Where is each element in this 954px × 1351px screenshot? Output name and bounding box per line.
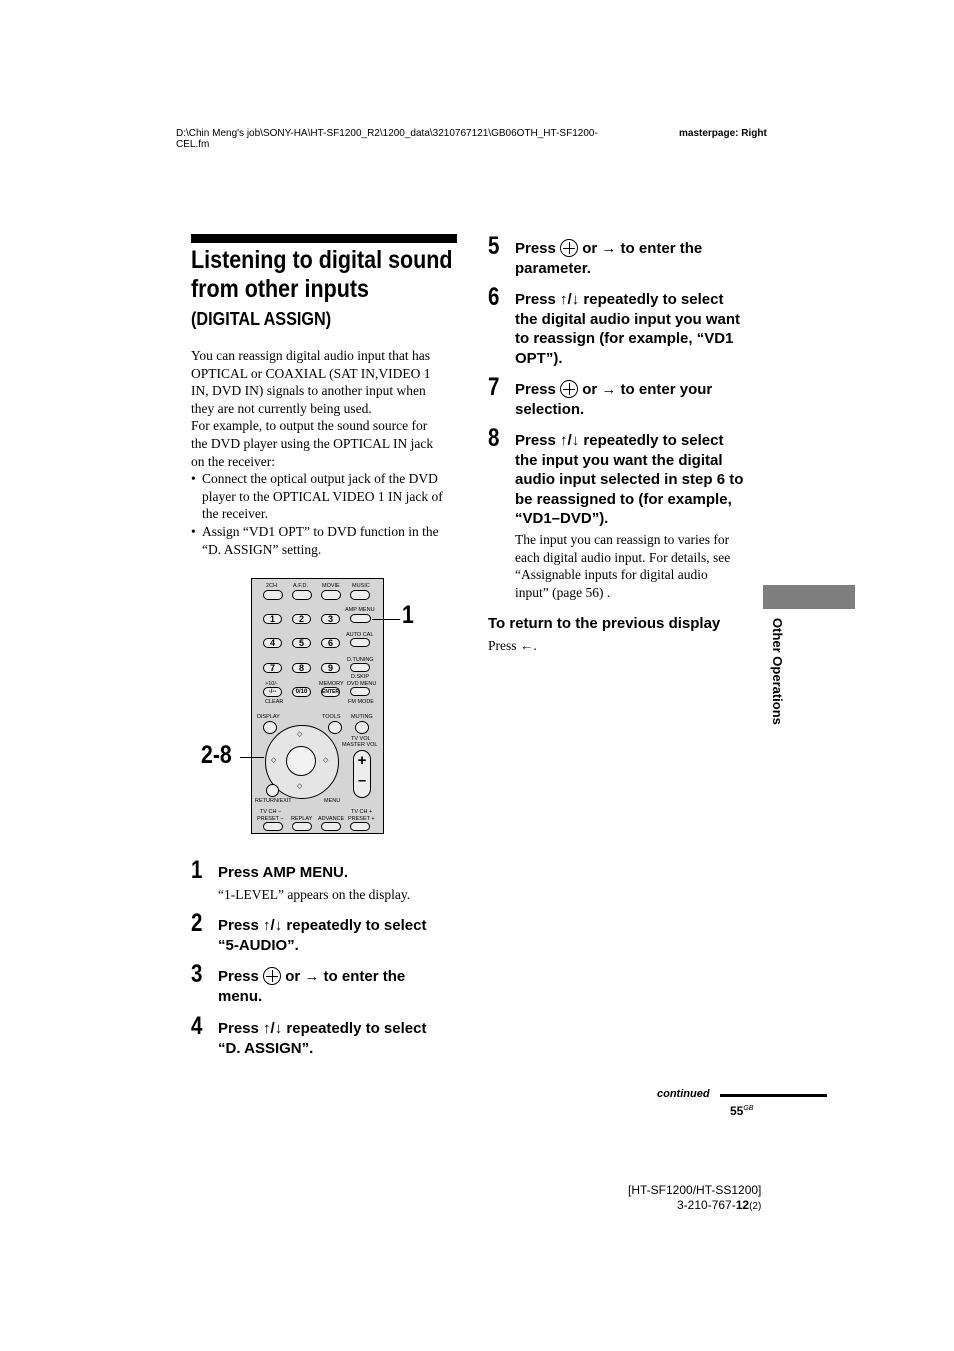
label-muting: MUTING: [351, 714, 373, 720]
step-3-number: 3: [191, 960, 203, 988]
step-3-text-d: menu.: [218, 987, 263, 1005]
doc-code-b: 12: [735, 1198, 750, 1212]
step-2-number: 2: [191, 909, 203, 937]
step-5-text-d: parameter.: [515, 259, 591, 277]
label-memory: MEMORY: [319, 681, 344, 687]
key-3: 3: [321, 614, 340, 624]
title-line1: Listening to digital sound: [191, 246, 453, 274]
step-3-text-b: or: [281, 968, 305, 985]
step-2-text-c: “5-AUDIO”.: [218, 936, 299, 954]
step-3-text-a: Press: [218, 968, 264, 985]
step-1-text: Press AMP MENU.: [218, 864, 349, 881]
label-advance: ADVANCE: [318, 816, 345, 822]
step-5-number: 5: [488, 232, 500, 260]
label-dtuning: D.TUNING: [347, 657, 374, 663]
step-1-sub: “1-LEVEL” appears on the display.: [218, 887, 411, 902]
step-7-number: 7: [488, 373, 500, 401]
key-8: 8: [292, 663, 311, 673]
step-2-text-a: Press: [218, 917, 264, 934]
callout-line-2: [240, 757, 264, 758]
enter-icon: [560, 239, 578, 257]
step-6-text: [515, 290, 760, 368]
up-down-arrows-icon: ↑/↓: [560, 291, 580, 308]
label-music: MUSIC: [352, 583, 370, 589]
step-7-text-d: selection.: [515, 400, 585, 418]
right-arrow-icon: →: [601, 240, 617, 257]
key-5: 5: [292, 638, 311, 648]
movie-button: [321, 590, 341, 600]
step-8-text-b: repeatedly to select: [579, 432, 724, 449]
page-subtitle: (DIGITAL ASSIGN): [191, 309, 332, 329]
label-preset-plus: PRESET +: [348, 816, 375, 822]
remote-illustration: [251, 578, 384, 834]
dpad-up-icon: ◇: [297, 731, 303, 738]
step-5-text-c: to enter the: [616, 240, 703, 257]
preset-minus-button: [263, 822, 283, 831]
title-rule: [191, 234, 457, 243]
step-4-number: 4: [191, 1012, 203, 1040]
step-5-text-b: or: [578, 240, 602, 257]
step-8-line: the input you want the digital: [515, 451, 723, 469]
intro-line: OPTICAL or COAXIAL (SAT IN,VIDEO 1: [191, 365, 431, 381]
step-4-text-a: Press: [218, 1020, 264, 1037]
step-4-text: [218, 1019, 458, 1058]
step-8-line: be reassigned to (for example,: [515, 490, 732, 508]
file-path: [176, 128, 598, 150]
step-4-text-c: “D. ASSIGN”.: [218, 1039, 314, 1057]
label-menu: MENU: [324, 798, 341, 804]
model-number: [HT-SF1200/HT-SS1200]: [628, 1183, 762, 1197]
label-clear: CLEAR: [265, 699, 284, 705]
bullet-item: [191, 470, 461, 523]
key-enter: ENTER: [322, 689, 339, 695]
label-tvch-plus: TV CH +: [351, 809, 373, 815]
label-afd: A.F.D.: [293, 583, 308, 589]
doc-code: [677, 1198, 761, 1212]
label-2ch: 2CH: [266, 583, 278, 589]
key-2: 2: [292, 614, 311, 624]
file-path-line2: CEL.fm: [176, 139, 210, 150]
label-fm-mode: FM MODE: [348, 699, 374, 705]
intro-line: on the receiver:: [191, 453, 275, 469]
callout-1: 1: [402, 601, 414, 629]
intro-line: You can reassign digital audio input that has: [191, 348, 430, 363]
enter-icon: [263, 967, 281, 985]
replay-button: [292, 822, 312, 831]
dpad-center-icon: [286, 746, 316, 776]
page-number-sup: GB: [743, 1105, 754, 1112]
step-6-text-b: repeatedly to select: [579, 291, 724, 308]
step-6-line: OPT”).: [515, 349, 563, 367]
step-8-text-a: Press: [515, 432, 561, 449]
step-8-text: [515, 431, 760, 529]
label-tvch-minus: TV CH –: [260, 809, 282, 815]
key-dash: -/--: [263, 687, 282, 697]
return-heading: To return to the previous display: [488, 615, 721, 632]
return-text-a: Press: [488, 638, 520, 653]
step-7-text: [515, 380, 760, 419]
key-9: 9: [321, 663, 340, 673]
display-button: [263, 721, 277, 734]
right-arrow-icon: →: [601, 381, 617, 398]
muting-button: [355, 721, 369, 734]
step-1-number: 1: [191, 856, 203, 884]
2ch-button: [263, 590, 283, 600]
step-6-line: the digital audio input you want: [515, 310, 740, 328]
left-arrow-icon: ←: [519, 638, 534, 653]
preset-plus-button: [350, 822, 370, 831]
amp-menu-button: [350, 614, 371, 623]
label-tools: TOOLS: [322, 714, 341, 720]
intro-line: IN, DVD IN) signals to another input when: [191, 383, 426, 399]
step-6-line: to reassign (for example, “VD1: [515, 330, 734, 347]
step-8-line: “VD1–DVD”).: [515, 510, 609, 527]
label-movie: MOVIE: [322, 583, 340, 589]
side-tab: [763, 585, 855, 609]
doc-code-a: 3-210-767-: [677, 1198, 736, 1212]
key-6: 6: [321, 638, 340, 648]
enter-icon: [560, 380, 578, 398]
right-arrow-icon: →: [304, 968, 320, 985]
step-7-text-a: Press: [515, 381, 561, 398]
bullet-item: [191, 523, 461, 558]
step-8-sub: [515, 531, 760, 601]
label-dvd-menu: DVD MENU: [347, 681, 377, 687]
music-button: [350, 590, 370, 600]
side-tab-label: Other Operations: [770, 618, 785, 725]
afd-button: [292, 590, 312, 600]
step-8-sub-line: The input you can reassign to varies for: [515, 532, 730, 547]
key-4: 4: [263, 638, 282, 648]
label-return: RETURN/EXIT: [255, 798, 292, 804]
label-tv-vol: TV VOL: [351, 736, 371, 742]
continued-rule: [720, 1094, 827, 1097]
bullet-list: [191, 470, 461, 558]
key-1: 1: [263, 614, 282, 624]
bullet-line: the receiver.: [202, 506, 268, 522]
dpad-left-icon: ◇: [271, 757, 277, 764]
step-2-text: [218, 916, 458, 955]
label-ten: >10/-: [265, 681, 278, 687]
title-line2: from other inputs: [191, 275, 369, 303]
dpad-down-icon: ◇: [297, 783, 303, 790]
label-replay: REPLAY: [291, 816, 313, 822]
advance-button: [321, 822, 341, 831]
up-down-arrows-icon: ↑/↓: [263, 1020, 283, 1037]
intro-line: the DVD player using the OPTICAL IN jack: [191, 435, 434, 451]
step-5-text: [515, 239, 760, 278]
step-4-text-b: repeatedly to select: [282, 1020, 427, 1037]
page-title: [191, 246, 453, 304]
bullet-line: “D. ASSIGN” setting.: [202, 541, 322, 557]
step-2-text-b: repeatedly to select: [282, 917, 427, 934]
label-amp-menu: AMP MENU: [345, 607, 375, 613]
label-preset-minus: PRESET –: [257, 816, 284, 822]
step-6-number: 6: [488, 283, 500, 311]
label-auto-cal: AUTO CAL: [346, 632, 374, 638]
step-8-sub-line: each digital audio input. For details, see: [515, 549, 731, 565]
step-8-line: audio input selected in step 6 to: [515, 471, 744, 488]
page-number: [730, 1104, 753, 1118]
step-8-sub-line: input” (page 56) .: [515, 584, 611, 600]
step-5-text-a: Press: [515, 240, 561, 257]
auto-cal-button: [350, 638, 370, 647]
step-3-text-c: to enter the: [319, 968, 406, 985]
label-dskip: D.SKIP: [351, 674, 370, 680]
return-text-end: .: [533, 638, 537, 653]
up-down-arrows-icon: ↑/↓: [263, 917, 283, 934]
tools-button: [328, 721, 342, 734]
intro-line: For example, to output the sound source for: [191, 418, 428, 434]
master-vol-rocker: + –: [353, 750, 371, 798]
intro-line: they are not currently being used.: [191, 400, 372, 416]
page-number-value: 55: [730, 1104, 744, 1118]
dvd-menu-button: [350, 687, 370, 696]
dpad-right-icon: ◇: [323, 757, 329, 764]
intro-text: [191, 347, 461, 558]
bullet-line: • Assign “VD1 OPT” to DVD function in the: [202, 523, 439, 539]
step-3-text: [218, 967, 458, 1006]
step-7-text-b: or: [578, 381, 602, 398]
return-button: [266, 784, 279, 797]
label-master-vol: MASTER VOL: [342, 742, 378, 748]
key-0-10: 0/10: [292, 687, 311, 697]
callout-line-1: [372, 619, 400, 620]
step-6-text-a: Press: [515, 291, 561, 308]
masterpage-label: masterpage: Right: [679, 128, 767, 139]
return-text: [488, 637, 537, 655]
bullet-line: • Connect the optical output jack of the DVD: [202, 471, 438, 487]
bullet-line: player to the OPTICAL VIDEO 1 IN jack of: [202, 488, 443, 504]
callout-2-8: 2-8: [201, 741, 232, 769]
file-path-line1: D:\Chin Meng's job\SONY-HA\HT-SF1200_R2\1200_data\3210767121\GB06OTH_HT-SF1200-: [176, 128, 598, 139]
step-7-text-c: to enter your: [616, 381, 713, 398]
dtuning-button: [350, 663, 370, 672]
continued-label: continued: [657, 1088, 710, 1100]
label-display: DISPLAY: [257, 714, 280, 720]
step-8-number: 8: [488, 424, 500, 452]
key-7: 7: [263, 663, 282, 673]
doc-code-c: (2): [749, 1201, 762, 1212]
step-8-sub-line: “Assignable inputs for digital audio: [515, 567, 708, 583]
up-down-arrows-icon: ↑/↓: [560, 432, 580, 449]
